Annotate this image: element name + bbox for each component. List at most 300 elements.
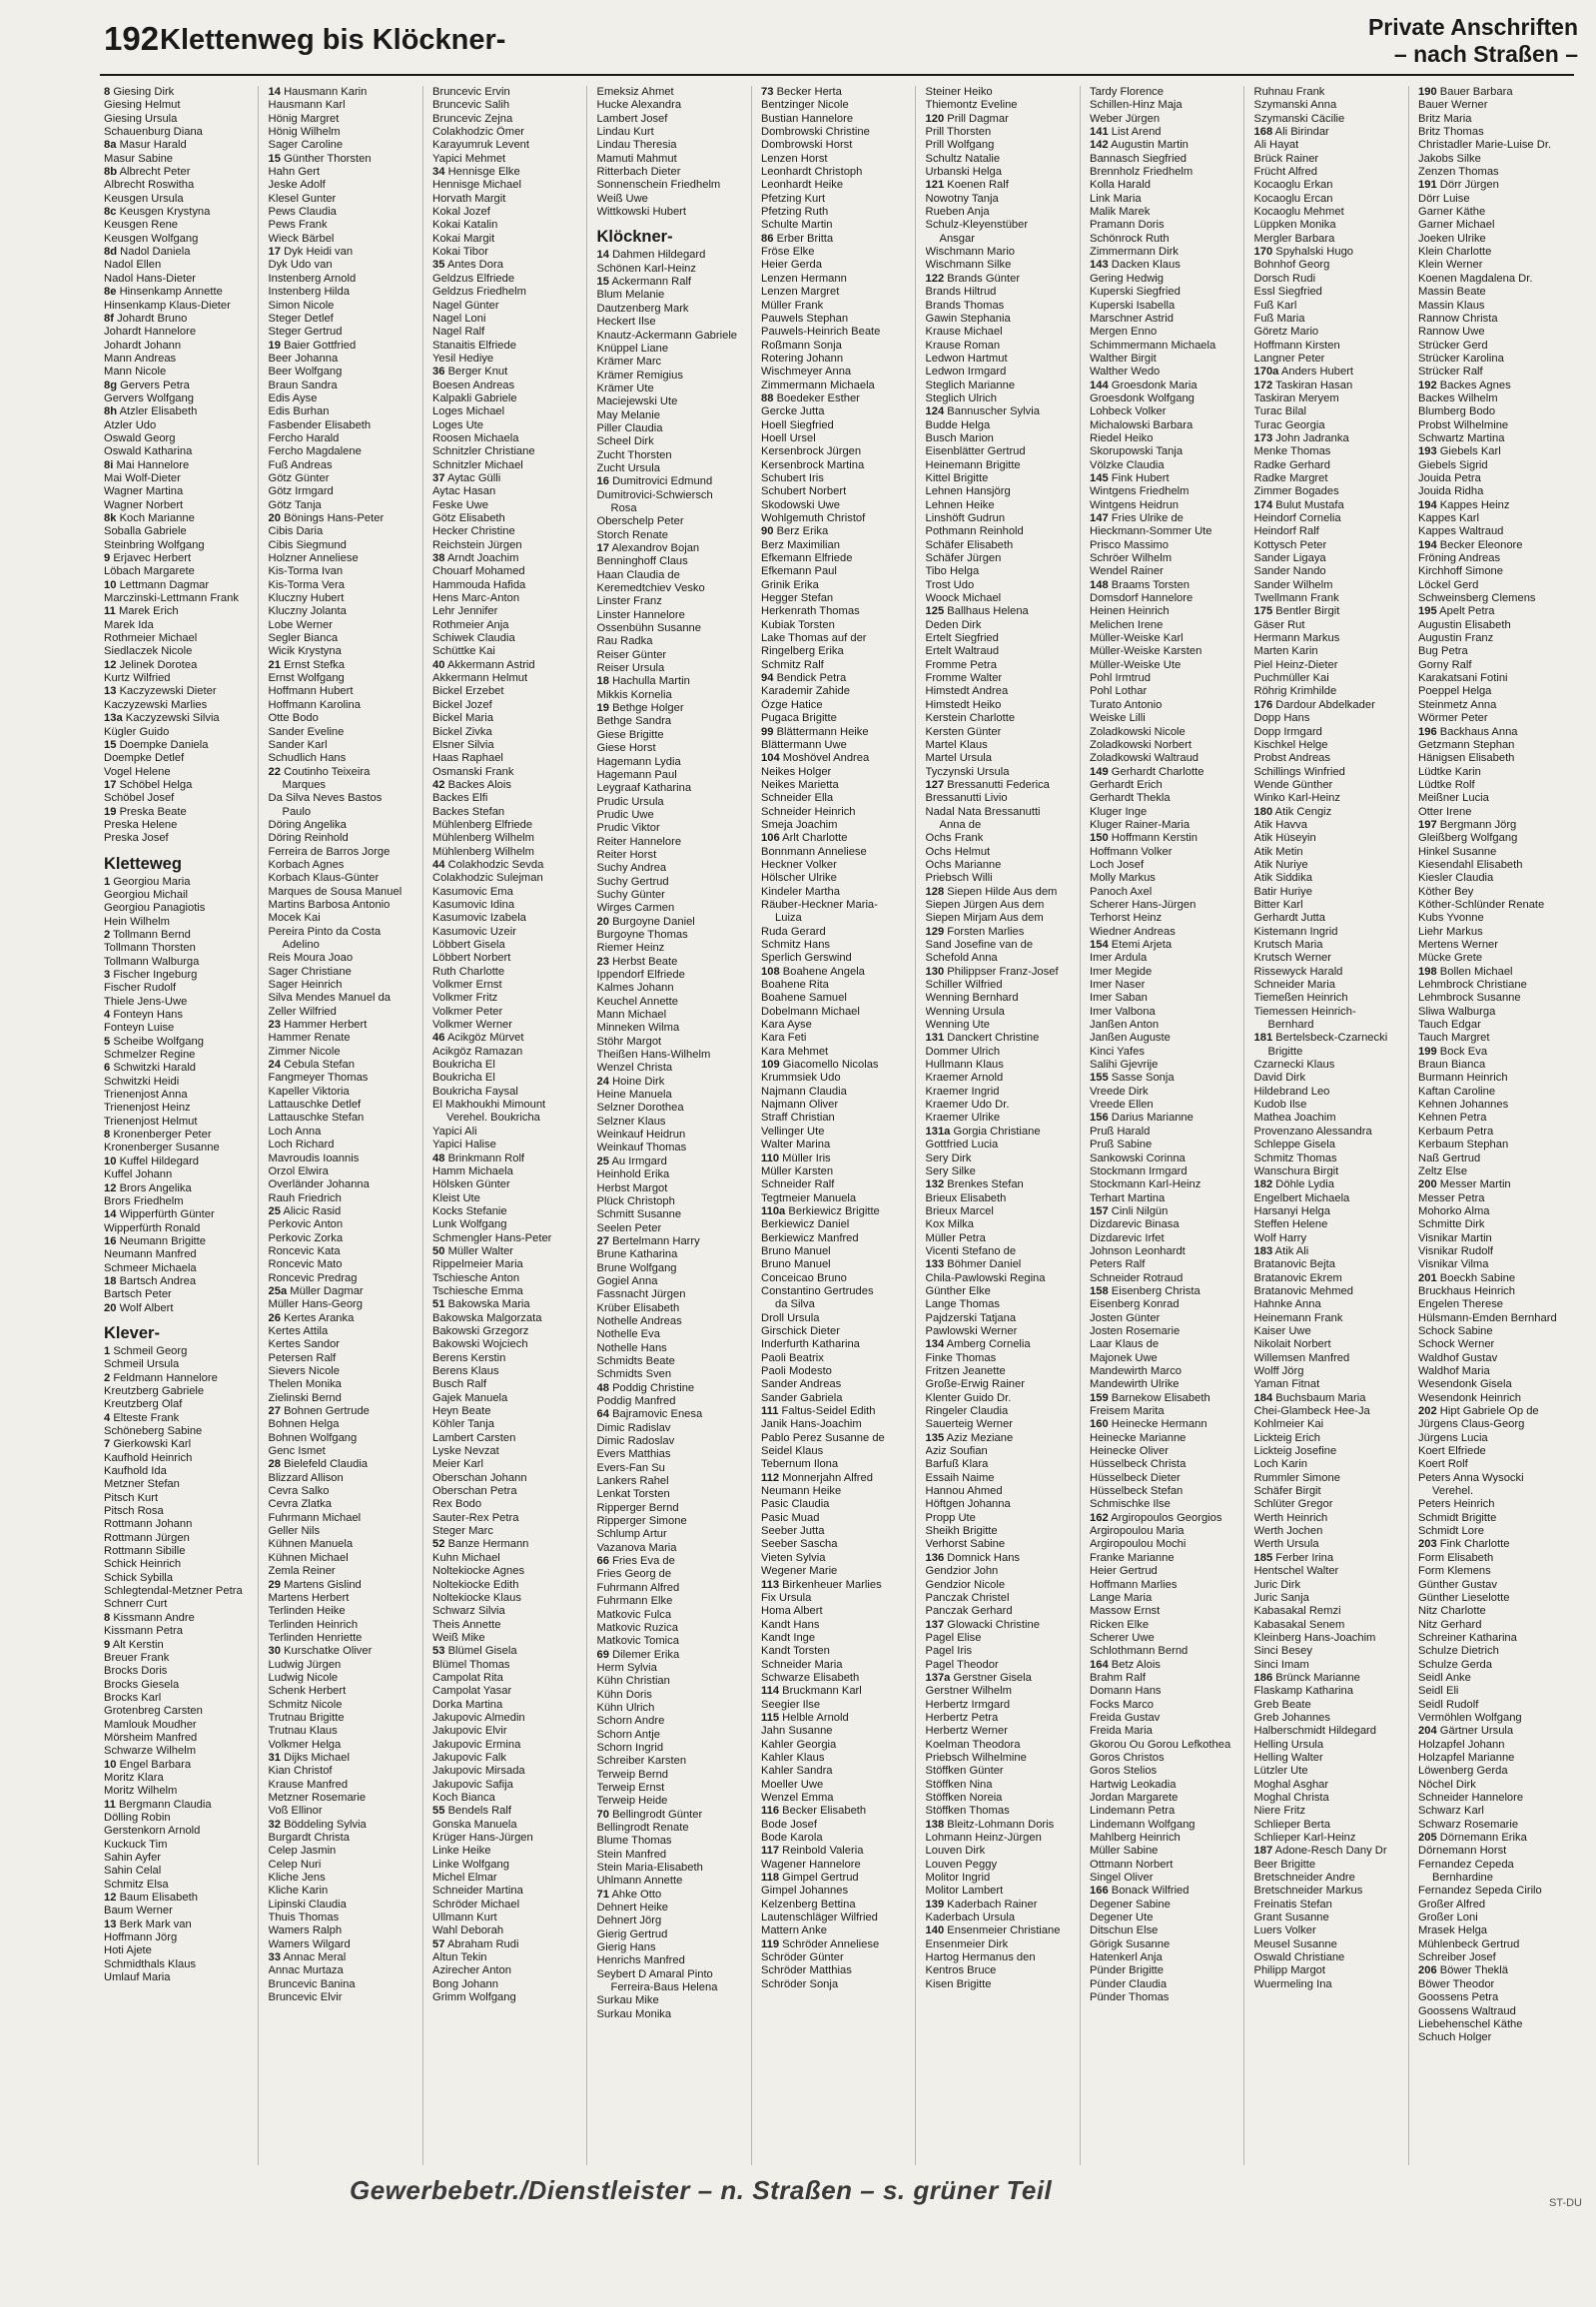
- resident-entry: [269, 752, 422, 765]
- resident-name: Mergler Barbara: [1253, 232, 1335, 245]
- resident-name: Heinhold Erika: [596, 1168, 670, 1181]
- resident-entry: [926, 1312, 1080, 1325]
- resident-entry: [597, 1941, 751, 1954]
- resident-entry: [1254, 1525, 1408, 1538]
- resident-name: Kahler Klaus: [761, 1751, 825, 1764]
- resident-name: Nowotny Tanja: [925, 192, 999, 205]
- resident-name: Rueben Anja: [925, 206, 990, 219]
- resident-name: Hinkel Susanne: [1418, 845, 1497, 858]
- resident-name: Kasumovic Idina: [432, 898, 515, 911]
- resident-entry: [761, 1139, 915, 1152]
- resident-entry: [269, 926, 422, 939]
- directory-column: [1418, 86, 1572, 2165]
- resident-entry: [1418, 539, 1572, 552]
- resident-name: Christadler Marie-Luise Dr.: [1418, 139, 1552, 152]
- resident-name: Hüsselbeck Dieter: [1090, 1471, 1181, 1484]
- resident-entry: [432, 353, 586, 366]
- resident-entry: [432, 966, 586, 979]
- directory-columns: [104, 86, 1582, 2165]
- resident-name: Blümel Gisela: [447, 1645, 517, 1658]
- resident-name: Werth Jochen: [1253, 1525, 1323, 1538]
- resident-entry: [104, 969, 258, 982]
- resident-entry: [1090, 1565, 1243, 1578]
- resident-name: Brands Hiltrud: [925, 286, 997, 299]
- resident-entry: [432, 1951, 586, 1964]
- resident-entry: [432, 485, 586, 498]
- resident-name: Vreede Ellen: [1090, 1099, 1154, 1112]
- resident-entry: [432, 792, 586, 805]
- house-number: 48: [596, 1381, 609, 1394]
- footer-note: Gewerbebetr./Dienstleister – n. Straßen – s. grüner Teil: [350, 2175, 1053, 2205]
- resident-name: Kalmes Johann: [596, 982, 674, 995]
- resident-entry: [104, 1248, 258, 1261]
- resident-name: Lindemann Petra: [1090, 1805, 1176, 1818]
- resident-entry: [432, 1739, 586, 1752]
- resident-entry: [432, 1312, 586, 1325]
- resident-name: Marczinski-Lettmann Frank: [104, 592, 239, 605]
- house-number: 8: [104, 86, 111, 98]
- resident-name: Gleißberg Wolfgang: [1418, 832, 1518, 845]
- resident-entry: [926, 539, 1080, 552]
- resident-name: Kersenbrock Jürgen: [761, 445, 862, 458]
- resident-name: Bruckmann Karl: [782, 1685, 862, 1698]
- resident-entry: [597, 889, 751, 902]
- resident-name: Scherer Hans-Jürgen: [1090, 898, 1197, 911]
- resident-name: Girschick Dieter: [761, 1324, 840, 1337]
- resident-entry: [926, 1899, 1080, 1912]
- house-number: 199: [1418, 1045, 1437, 1058]
- resident-entry: [1254, 872, 1408, 885]
- resident-entry: [432, 1405, 586, 1418]
- resident-name: Bong Johann: [432, 1977, 498, 1990]
- resident-name: Hennisge Michael: [432, 179, 521, 192]
- resident-name: Heinemann Brigitte: [925, 458, 1021, 471]
- resident-entry: [1254, 1832, 1408, 1845]
- resident-name: Schwarze Wilhelm: [104, 1745, 197, 1758]
- resident-entry: [597, 1328, 751, 1341]
- house-number: 142: [1090, 139, 1109, 152]
- resident-name: Lüdtke Karin: [1418, 765, 1481, 778]
- resident-entry: [597, 1262, 751, 1275]
- resident-name: Heinen Heinrich: [1090, 605, 1170, 618]
- resident-name: Bressanutti Livio: [925, 792, 1008, 805]
- resident-entry: [104, 739, 258, 752]
- resident-entry: [269, 512, 422, 525]
- resident-name: Gering Hedwig: [1090, 272, 1164, 285]
- resident-name: Essl Siegfried: [1253, 286, 1322, 299]
- resident-entry: [1254, 766, 1408, 779]
- resident-name: Schick Heinrich: [104, 1558, 182, 1571]
- resident-name: Reiter Hannelore: [596, 835, 682, 848]
- resident-entry: [926, 1832, 1080, 1845]
- resident-name: Gajek Manuela: [432, 1391, 508, 1404]
- resident-name: Gercke Jutta: [761, 405, 825, 418]
- resident-entry: [269, 1019, 422, 1032]
- resident-name: Paoli Modesto: [761, 1365, 832, 1377]
- resident-entry: [432, 313, 586, 326]
- resident-name: Alicic Rasid: [283, 1204, 342, 1217]
- resident-entry: [761, 445, 915, 458]
- resident-entry: [432, 1338, 586, 1351]
- resident-entry: [1254, 632, 1408, 645]
- resident-entry: [432, 193, 586, 206]
- resident-name: Goossens Petra: [1418, 1991, 1499, 2004]
- resident-name: Köhler Tanja: [432, 1418, 494, 1431]
- resident-name: Dardour Abdelkader: [1275, 698, 1375, 711]
- resident-name: Wendel Rainer: [1090, 565, 1164, 578]
- resident-name: Ertelt Siegfried: [925, 632, 999, 645]
- house-number: 162: [1090, 1511, 1109, 1524]
- house-number: 194: [1418, 538, 1437, 551]
- resident-entry: [597, 435, 751, 448]
- resident-entry: [597, 475, 751, 488]
- resident-name: Benninghoff Claus: [596, 555, 688, 568]
- resident-name: Grimm Wolfgang: [432, 1991, 516, 2004]
- house-number: 12: [104, 1181, 117, 1194]
- resident-entry: [761, 1258, 915, 1271]
- resident-name: Droll Ursula: [761, 1311, 820, 1324]
- resident-entry: [1418, 899, 1572, 912]
- resident-name: Krutsch Werner: [1253, 952, 1332, 965]
- resident-name: Schulze Dietrich: [1418, 1645, 1499, 1658]
- house-number: 25a: [268, 1284, 288, 1297]
- resident-name: Jahn Susanne: [761, 1725, 833, 1738]
- resident-entry: [269, 405, 422, 418]
- resident-name: Beer Johanna: [268, 352, 339, 365]
- resident-name: Franke Marianne: [1090, 1551, 1175, 1564]
- resident-entry: [432, 1685, 586, 1698]
- resident-name: Herbst Beate: [612, 955, 678, 968]
- resident-name: Peters Heinrich: [1418, 1498, 1495, 1511]
- resident-entry: [432, 1619, 586, 1632]
- resident-name: Chouarf Mohamed: [432, 565, 525, 578]
- resident-name: Kalpakli Gabriele: [432, 391, 517, 404]
- resident-name: Lickteig Erich: [1253, 1431, 1321, 1444]
- resident-name: Visnikar Rudolf: [1418, 1244, 1494, 1257]
- resident-entry: [761, 1605, 915, 1618]
- resident-entry: [1254, 739, 1408, 752]
- resident-name: Prill Dagmar: [947, 112, 1009, 125]
- resident-entry: [761, 966, 915, 979]
- resident-name: Ferreira-Baus Helena: [610, 1981, 718, 1994]
- resident-name: Schneider Ella: [761, 792, 834, 805]
- resident-entry: [432, 179, 586, 192]
- house-number: 18: [596, 675, 609, 688]
- resident-name: Strücker Gerd: [1418, 339, 1488, 352]
- resident-name: Kuperski Siegfried: [1090, 286, 1181, 299]
- resident-name: Josten Günter: [1090, 1311, 1161, 1324]
- resident-name: Steinbring Wolfgang: [104, 538, 205, 551]
- resident-entry: [269, 952, 422, 965]
- resident-name: Kertes Sandor: [268, 1338, 341, 1351]
- resident-entry: [761, 1365, 915, 1378]
- resident-name: Ringeler Claudia: [925, 1405, 1009, 1418]
- resident-entry: [1090, 233, 1243, 246]
- resident-name: Döring Angelika: [268, 818, 347, 831]
- resident-entry: [1090, 1699, 1243, 1712]
- resident-entry: [104, 779, 258, 792]
- house-number: 22: [268, 765, 281, 778]
- resident-entry: [432, 1819, 586, 1832]
- resident-name: Rippelmeier Maria: [432, 1258, 523, 1271]
- resident-entry: [761, 1885, 915, 1898]
- resident-name: Ballhaus Helena: [947, 605, 1029, 618]
- resident-entry: [104, 1812, 258, 1825]
- resident-entry: [1418, 1272, 1572, 1285]
- resident-entry: [1090, 1525, 1243, 1538]
- resident-name: Bakowska Malgorzata: [432, 1311, 542, 1324]
- resident-name: Genc Ismet: [268, 1445, 326, 1458]
- resident-entry: [1418, 1885, 1572, 1898]
- resident-name: Selzner Klaus: [596, 1115, 666, 1128]
- resident-name: Stockmann Karl-Heinz: [1090, 1178, 1201, 1191]
- resident-name: Campolat Rita: [432, 1671, 503, 1684]
- resident-entry: [432, 605, 586, 618]
- resident-name: Hönig Margret: [268, 112, 340, 125]
- resident-entry: [1254, 472, 1408, 485]
- resident-name: Bickel Jozef: [432, 698, 492, 711]
- resident-entry: [104, 340, 258, 353]
- resident-name: Boukricha El: [432, 1059, 495, 1072]
- resident-name: Schröder Michael: [432, 1898, 520, 1911]
- resident-name: Schwarze Elisabeth: [761, 1671, 860, 1684]
- resident-name: Bratanovic Mehmed: [1253, 1284, 1353, 1297]
- resident-entry: [432, 512, 586, 525]
- resident-entry: [597, 1222, 751, 1235]
- house-number: 137a: [925, 1671, 951, 1684]
- resident-entry: [432, 432, 586, 445]
- resident-name: Sonnenschein Friedhelm: [596, 179, 721, 192]
- resident-name: Lambert Josef: [596, 112, 668, 125]
- resident-name: Britz Thomas: [1418, 126, 1484, 139]
- resident-entry: [1418, 592, 1572, 605]
- resident-entry: [761, 779, 915, 792]
- resident-entry: [1418, 485, 1572, 498]
- resident-name: Henrichs Manfred: [596, 1954, 685, 1967]
- resident-name: Mikkis Kornelia: [596, 688, 672, 701]
- resident-name: Gervers Wolfgang: [104, 391, 194, 404]
- resident-entry: [926, 166, 1080, 179]
- resident-entry: [761, 539, 915, 552]
- resident-entry: [597, 1062, 751, 1075]
- resident-entry: [104, 876, 258, 889]
- resident-entry: [1418, 712, 1572, 725]
- resident-name: Reiser Günter: [596, 648, 667, 661]
- resident-name: Kurtz Wilfried: [104, 672, 171, 685]
- house-number: 44: [432, 858, 445, 871]
- page-number: 192: [104, 20, 160, 57]
- resident-entry: [432, 1352, 586, 1365]
- resident-name: Wahl Deborah: [432, 1924, 504, 1937]
- resident-name: Goros Stelios: [1090, 1765, 1158, 1778]
- resident-entry: [432, 1272, 586, 1285]
- resident-name: Werth Ursula: [1253, 1538, 1319, 1551]
- resident-name: Reiser Ursula: [596, 662, 665, 675]
- resident-entry: [1418, 792, 1572, 805]
- resident-entry: [1418, 525, 1572, 538]
- resident-entry: [926, 1632, 1080, 1645]
- resident-name: Schäfer Jürgen: [925, 552, 1002, 565]
- resident-entry: [1090, 726, 1243, 739]
- resident-name: Fuhrmann Elke: [596, 1595, 673, 1608]
- resident-entry: [926, 366, 1080, 379]
- resident-entry: [1254, 1619, 1408, 1632]
- resident-entry: [432, 1765, 586, 1778]
- resident-name: Sager Heinrich: [268, 979, 343, 992]
- resident-entry: [1254, 859, 1408, 872]
- resident-name: Heine Manuela: [596, 1089, 672, 1102]
- resident-name: Fonteyn Luise: [104, 1022, 175, 1035]
- resident-name: Mathea Joachim: [1253, 1112, 1336, 1125]
- resident-entry: [269, 206, 422, 219]
- resident-entry: [104, 1558, 258, 1571]
- resident-name: Straff Christian: [761, 1112, 835, 1125]
- resident-entry: [926, 552, 1080, 565]
- resident-entry: [1090, 1579, 1243, 1592]
- resident-name: Rau Radka: [596, 635, 653, 648]
- resident-name: Hammer Herbert: [284, 1019, 368, 1032]
- resident-entry: [1418, 1205, 1572, 1218]
- resident-name: Trost Udo: [925, 578, 975, 591]
- house-number: 175: [1253, 605, 1273, 618]
- resident-name: Hoffmann Jörg: [104, 1931, 178, 1944]
- resident-name: Surkau Monika: [596, 2007, 672, 2020]
- resident-entry: [1418, 300, 1572, 313]
- resident-entry: [104, 139, 258, 152]
- resident-entry: [104, 1971, 258, 1984]
- house-number: 19: [596, 702, 609, 715]
- house-number: 140: [925, 1924, 945, 1937]
- resident-name: Weiß Mike: [432, 1631, 485, 1644]
- resident-entry: [432, 86, 586, 99]
- resident-name: Dimic Radislav: [596, 1421, 671, 1434]
- resident-entry: [926, 1538, 1080, 1551]
- resident-name: Schneider Heinrich: [761, 805, 856, 818]
- resident-entry: [926, 353, 1080, 366]
- resident-name: Neumann Brigitte: [119, 1234, 206, 1247]
- resident-entry: [432, 1525, 586, 1538]
- resident-entry: [104, 1208, 258, 1221]
- resident-entry: [104, 1089, 258, 1102]
- resident-name: Argiropoulou Mochi: [1090, 1538, 1187, 1551]
- resident-name: Giesing Dirk: [113, 86, 175, 98]
- resident-name: Liebehenschel Käthe: [1418, 2017, 1523, 2030]
- resident-entry: [1090, 86, 1243, 99]
- resident-entry: [269, 1938, 422, 1951]
- resident-name: Kertes Aranka: [284, 1311, 355, 1324]
- resident-entry: [1254, 685, 1408, 698]
- resident-name: Bickel Zivka: [432, 725, 492, 738]
- resident-entry: [432, 726, 586, 739]
- resident-name: Imer Ardula: [1090, 952, 1148, 965]
- resident-entry: [269, 1924, 422, 1937]
- resident-name: Dölling Robin: [104, 1811, 171, 1824]
- resident-name: Koenen Magdalena Dr.: [1418, 272, 1533, 285]
- resident-name: Räuber-Heckner Maria-: [761, 898, 878, 911]
- resident-name: Roßmann Sonja: [761, 339, 842, 352]
- resident-name: Langner Peter: [1253, 352, 1325, 365]
- resident-name: Fasbender Elisabeth: [268, 418, 372, 431]
- resident-name: Kaczyzewski Dieter: [119, 685, 217, 698]
- resident-entry: [269, 353, 422, 366]
- resident-name: Atik Metin: [1253, 845, 1303, 858]
- resident-entry: [432, 1059, 586, 1072]
- resident-name: Schulz-Kleyenstüber: [925, 219, 1029, 232]
- resident-name: Najmann Oliver: [761, 1099, 839, 1112]
- house-number: 16: [596, 475, 609, 488]
- resident-entry: [1418, 166, 1572, 179]
- resident-name: Peters Anna Wysocki: [1418, 1471, 1524, 1484]
- resident-entry: [269, 459, 422, 472]
- resident-name: Giesing Helmut: [104, 99, 181, 112]
- resident-entry: [104, 1438, 258, 1451]
- resident-name: Metzner Stefan: [104, 1478, 180, 1491]
- resident-entry: [761, 139, 915, 152]
- resident-name: Stein Manfred: [596, 1848, 667, 1861]
- resident-entry: [432, 939, 586, 952]
- resident-entry: [432, 1964, 586, 1977]
- resident-name: Dumitrovici-Schwiersch: [596, 488, 713, 501]
- resident-entry: [104, 1865, 258, 1878]
- resident-name: Tschiesche Anton: [432, 1271, 520, 1284]
- resident-name: Kaderbach Rainer: [947, 1898, 1038, 1911]
- resident-entry: [1090, 1885, 1243, 1898]
- resident-entry: [1254, 1659, 1408, 1672]
- resident-name: Turac Bilal: [1253, 405, 1306, 418]
- resident-name: Marek Ida: [104, 618, 154, 631]
- house-number: 26: [268, 1311, 281, 1324]
- resident-entry: [269, 485, 422, 498]
- resident-name: Walther Wedo: [1090, 366, 1161, 379]
- resident-name: Sankowski Corinna: [1090, 1152, 1186, 1164]
- resident-name: Klenter Guido Dr.: [925, 1391, 1012, 1404]
- resident-entry: [432, 1458, 586, 1471]
- resident-name: Müller Frank: [761, 299, 824, 312]
- resident-entry: [926, 1565, 1080, 1578]
- resident-entry: [761, 499, 915, 512]
- resident-entry: [761, 472, 915, 485]
- house-number: 4: [104, 1009, 111, 1022]
- resident-entry: [104, 1679, 258, 1692]
- resident-entry: [1254, 1565, 1408, 1578]
- resident-entry: [1090, 1059, 1243, 1072]
- resident-entry: [597, 1635, 751, 1648]
- resident-name: Ferber Irina: [1275, 1551, 1334, 1564]
- resident-name: Hüsselbeck Christa: [1090, 1458, 1187, 1471]
- resident-entry: [432, 1924, 586, 1937]
- resident-name: Suchy Andrea: [596, 862, 667, 875]
- house-number: 23: [268, 1019, 281, 1032]
- resident-entry: [761, 592, 915, 605]
- resident-name: Breuer Frank: [104, 1651, 170, 1664]
- house-number: 73: [761, 86, 774, 98]
- resident-name: Ricken Elke: [1090, 1618, 1150, 1631]
- resident-entry: [1418, 1165, 1572, 1178]
- resident-entry: [597, 635, 751, 648]
- resident-name: Brenkes Stefan: [947, 1178, 1024, 1191]
- resident-entry: [1418, 952, 1572, 965]
- resident-name: Ossenbühn Susanne: [596, 622, 701, 635]
- resident-entry: [926, 126, 1080, 139]
- resident-entry: [432, 1019, 586, 1032]
- resident-name: Kühnen Manuela: [268, 1538, 354, 1551]
- resident-entry: [926, 300, 1080, 313]
- resident-entry: [597, 370, 751, 383]
- resident-entry: [926, 485, 1080, 498]
- resident-entry: [597, 99, 751, 112]
- resident-entry: [1254, 1859, 1408, 1872]
- resident-name: Knüppel Liane: [596, 342, 669, 355]
